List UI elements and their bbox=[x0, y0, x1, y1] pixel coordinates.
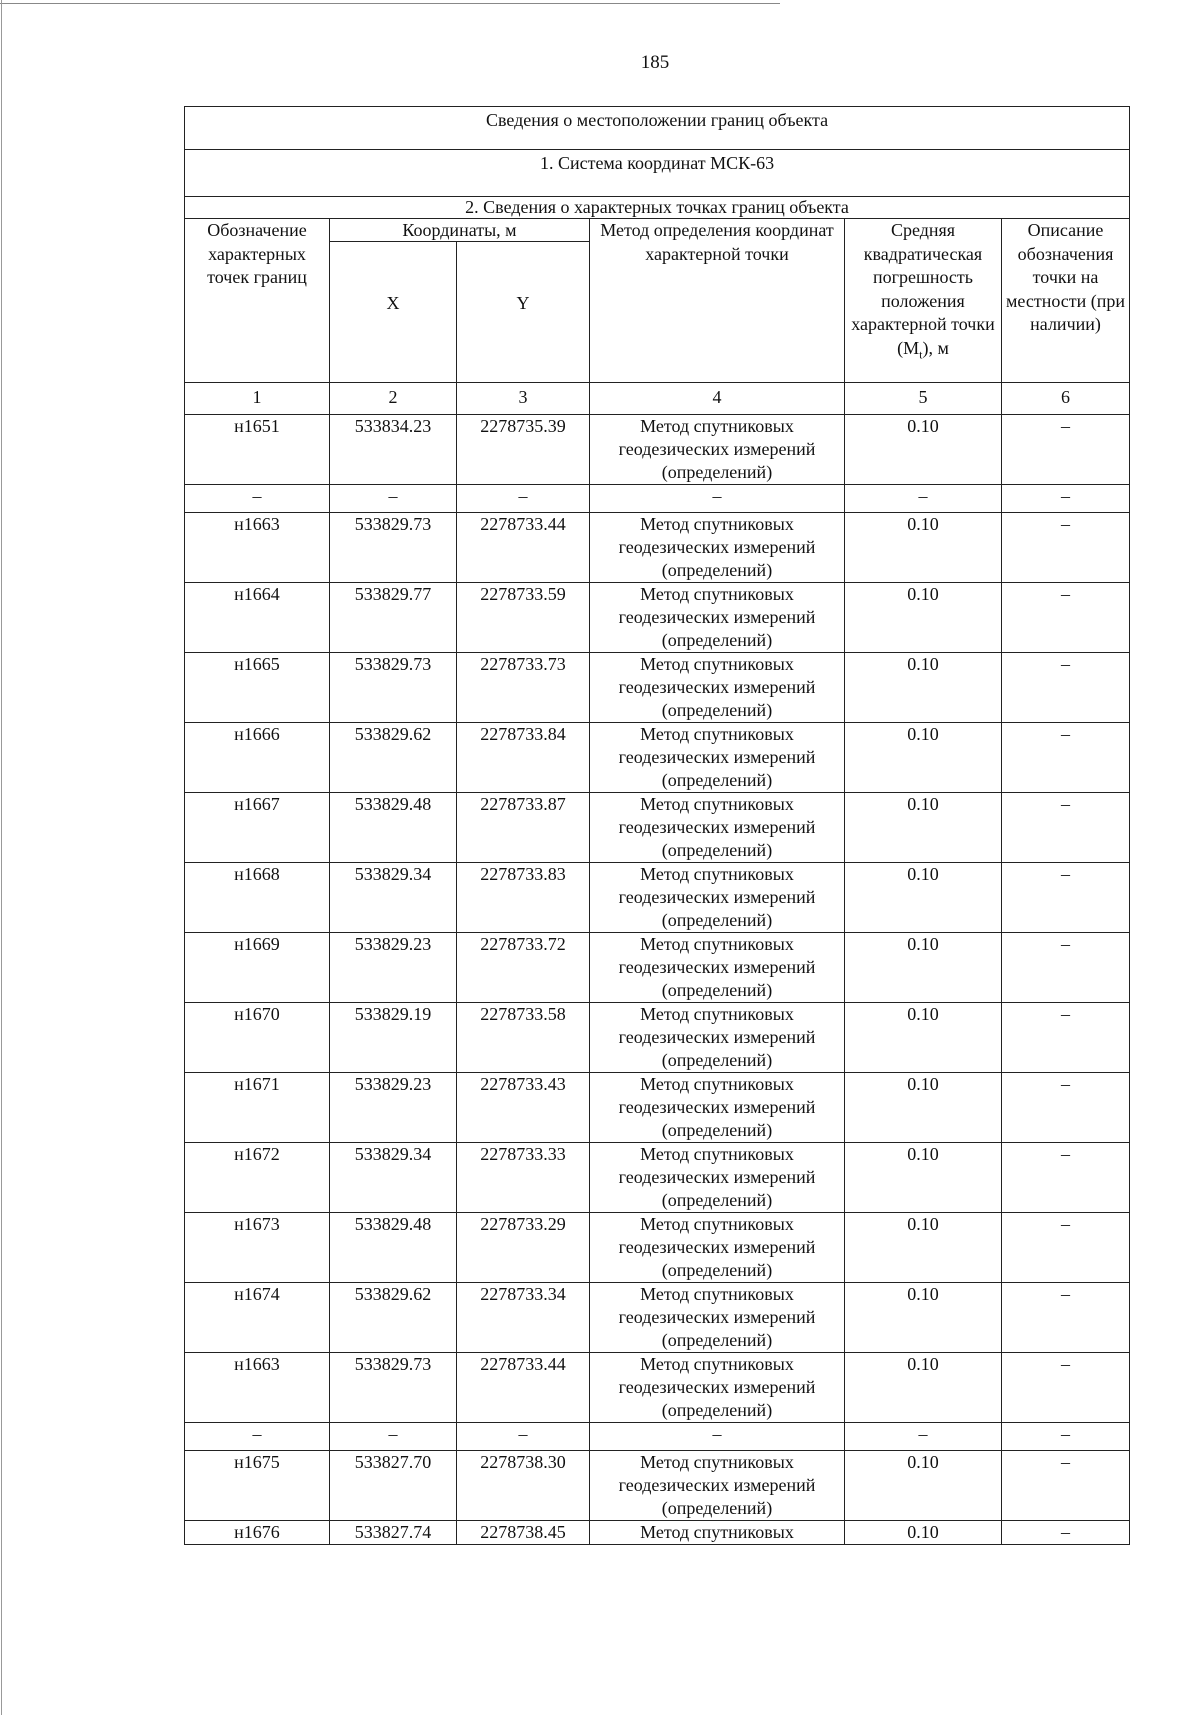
boundary-points-table bbox=[184, 106, 1130, 1545]
cell-accuracy: 0.10 bbox=[845, 1521, 1002, 1545]
header-accuracy-text: Средняя квадратическая погрешность положения характерной точки (M bbox=[851, 220, 995, 358]
cell-y: 2278733.43 bbox=[457, 1073, 590, 1143]
cell-point-name: н1676 bbox=[185, 1521, 330, 1545]
cell-x: 533829.73 bbox=[330, 513, 457, 583]
cell-y: 2278733.72 bbox=[457, 933, 590, 1003]
cell-x: 533829.48 bbox=[330, 793, 457, 863]
cell-point-name: н1666 bbox=[185, 723, 330, 793]
table-row bbox=[185, 1521, 1130, 1545]
col-number: 5 bbox=[845, 383, 1002, 415]
cell-point-name: н1675 bbox=[185, 1451, 330, 1521]
table-row bbox=[185, 723, 1130, 793]
cell-y: 2278733.87 bbox=[457, 793, 590, 863]
cell-method: Метод спутниковых геодезических измерений (определений) bbox=[590, 415, 845, 485]
cell-point-name: н1670 bbox=[185, 1003, 330, 1073]
section-title: 2. Сведения о характерных точках границ объекта bbox=[185, 197, 1130, 219]
cell-method: Метод спутниковых геодезических измерений (определений) bbox=[590, 513, 845, 583]
cell-y: 2278733.73 bbox=[457, 653, 590, 723]
cell-x: 533829.34 bbox=[330, 1143, 457, 1213]
cell-description: – bbox=[1002, 1353, 1130, 1423]
cell-point-name: н1651 bbox=[185, 415, 330, 485]
cell-accuracy: 0.10 bbox=[845, 653, 1002, 723]
cell-point-name: н1663 bbox=[185, 513, 330, 583]
header-accuracy-unit: ), м bbox=[922, 337, 949, 358]
cell-x: 533834.23 bbox=[330, 415, 457, 485]
table-row bbox=[185, 485, 1130, 513]
cell-description: – bbox=[1002, 793, 1130, 863]
cell-y: – bbox=[457, 1423, 590, 1451]
cell-description: – bbox=[1002, 583, 1130, 653]
cell-method: Метод спутниковых bbox=[590, 1521, 845, 1545]
table-title: Сведения о местоположении границ объекта bbox=[185, 107, 1130, 150]
cell-description: – bbox=[1002, 1003, 1130, 1073]
coordinate-system: 1. Система координат МСК-63 bbox=[185, 150, 1130, 197]
table-row bbox=[185, 1003, 1130, 1073]
cell-x: 533829.19 bbox=[330, 1003, 457, 1073]
cell-y: 2278733.58 bbox=[457, 1003, 590, 1073]
table-row bbox=[185, 1073, 1130, 1143]
cell-description: – bbox=[1002, 1423, 1130, 1451]
cell-method: – bbox=[590, 485, 845, 513]
table-row bbox=[185, 415, 1130, 485]
cell-description: – bbox=[1002, 1143, 1130, 1213]
cell-y: 2278733.83 bbox=[457, 863, 590, 933]
cell-x: 533829.48 bbox=[330, 1213, 457, 1283]
cell-description: – bbox=[1002, 933, 1130, 1003]
cell-accuracy: 0.10 bbox=[845, 1143, 1002, 1213]
cell-method: Метод спутниковых геодезических измерений (определений) bbox=[590, 1451, 845, 1521]
cell-point-name: – bbox=[185, 485, 330, 513]
table-row bbox=[185, 1283, 1130, 1353]
cell-y: 2278733.59 bbox=[457, 583, 590, 653]
cell-point-name: н1673 bbox=[185, 1213, 330, 1283]
header-y: Y bbox=[457, 242, 590, 383]
cell-description: – bbox=[1002, 1451, 1130, 1521]
cell-method: Метод спутниковых геодезических измерений (определений) bbox=[590, 1213, 845, 1283]
header-description: Описание обозначения точки на местности (при наличии) bbox=[1002, 219, 1130, 383]
scan-edge-top bbox=[0, 3, 780, 4]
cell-x: – bbox=[330, 1423, 457, 1451]
cell-method: Метод спутниковых геодезических измерений (определений) bbox=[590, 793, 845, 863]
cell-y: 2278733.34 bbox=[457, 1283, 590, 1353]
cell-method: Метод спутниковых геодезических измерений (определений) bbox=[590, 1003, 845, 1073]
col-number: 6 bbox=[1002, 383, 1130, 415]
cell-method: Метод спутниковых геодезических измерений (определений) bbox=[590, 1143, 845, 1213]
cell-x: 533829.73 bbox=[330, 1353, 457, 1423]
cell-accuracy: 0.10 bbox=[845, 513, 1002, 583]
cell-y: 2278738.30 bbox=[457, 1451, 590, 1521]
cell-accuracy: 0.10 bbox=[845, 1353, 1002, 1423]
scan-edge-left bbox=[1, 0, 2, 1715]
cell-description: – bbox=[1002, 863, 1130, 933]
cell-accuracy: 0.10 bbox=[845, 583, 1002, 653]
cell-x: – bbox=[330, 485, 457, 513]
header-x: X bbox=[330, 242, 457, 383]
cell-description: – bbox=[1002, 415, 1130, 485]
cell-accuracy: 0.10 bbox=[845, 933, 1002, 1003]
cell-x: 533829.62 bbox=[330, 723, 457, 793]
cell-method: Метод спутниковых геодезических измерений (определений) bbox=[590, 933, 845, 1003]
header-accuracy-subscript: t bbox=[919, 347, 923, 362]
cell-point-name: н1671 bbox=[185, 1073, 330, 1143]
cell-accuracy: – bbox=[845, 1423, 1002, 1451]
cell-x: 533829.62 bbox=[330, 1283, 457, 1353]
header-coords: Координаты, м bbox=[330, 219, 590, 242]
cell-method: – bbox=[590, 1423, 845, 1451]
col-number: 2 bbox=[330, 383, 457, 415]
table-row bbox=[185, 1213, 1130, 1283]
cell-point-name: н1668 bbox=[185, 863, 330, 933]
table-row bbox=[185, 933, 1130, 1003]
table-row bbox=[185, 1353, 1130, 1423]
header-accuracy bbox=[845, 219, 1002, 383]
cell-point-name: н1674 bbox=[185, 1283, 330, 1353]
col-number: 1 bbox=[185, 383, 330, 415]
cell-method: Метод спутниковых геодезических измерений (определений) bbox=[590, 1073, 845, 1143]
cell-method: Метод спутниковых геодезических измерений (определений) bbox=[590, 1353, 845, 1423]
cell-y: 2278738.45 bbox=[457, 1521, 590, 1545]
cell-description: – bbox=[1002, 513, 1130, 583]
cell-x: 533829.77 bbox=[330, 583, 457, 653]
cell-x: 533829.23 bbox=[330, 933, 457, 1003]
cell-description: – bbox=[1002, 1283, 1130, 1353]
cell-description: – bbox=[1002, 1521, 1130, 1545]
cell-x: 533829.73 bbox=[330, 653, 457, 723]
cell-accuracy: 0.10 bbox=[845, 415, 1002, 485]
table-row bbox=[185, 793, 1130, 863]
table-row bbox=[185, 1143, 1130, 1213]
cell-x: 533829.34 bbox=[330, 863, 457, 933]
table-row bbox=[185, 653, 1130, 723]
cell-method: Метод спутниковых геодезических измерений (определений) bbox=[590, 863, 845, 933]
table-row bbox=[185, 863, 1130, 933]
cell-point-name: н1669 bbox=[185, 933, 330, 1003]
table-row bbox=[185, 1451, 1130, 1521]
cell-accuracy: 0.10 bbox=[845, 793, 1002, 863]
cell-accuracy: 0.10 bbox=[845, 1451, 1002, 1521]
cell-accuracy: 0.10 bbox=[845, 863, 1002, 933]
header-point: Обозначение характерных точек границ bbox=[185, 219, 330, 383]
cell-accuracy: – bbox=[845, 485, 1002, 513]
page-number: 185 bbox=[640, 52, 670, 73]
cell-x: 533827.70 bbox=[330, 1451, 457, 1521]
cell-description: – bbox=[1002, 1213, 1130, 1283]
cell-method: Метод спутниковых геодезических измерений (определений) bbox=[590, 723, 845, 793]
cell-method: Метод спутниковых геодезических измерений (определений) bbox=[590, 583, 845, 653]
header-method: Метод определения координат характерной точки bbox=[590, 219, 845, 383]
cell-y: 2278735.39 bbox=[457, 415, 590, 485]
col-number: 3 bbox=[457, 383, 590, 415]
table-row bbox=[185, 513, 1130, 583]
table-row bbox=[185, 1423, 1130, 1451]
cell-accuracy: 0.10 bbox=[845, 1283, 1002, 1353]
cell-description: – bbox=[1002, 1073, 1130, 1143]
cell-accuracy: 0.10 bbox=[845, 723, 1002, 793]
cell-point-name: н1664 bbox=[185, 583, 330, 653]
cell-y: 2278733.44 bbox=[457, 1353, 590, 1423]
cell-y: 2278733.29 bbox=[457, 1213, 590, 1283]
cell-accuracy: 0.10 bbox=[845, 1003, 1002, 1073]
cell-y: 2278733.33 bbox=[457, 1143, 590, 1213]
cell-point-name: – bbox=[185, 1423, 330, 1451]
cell-accuracy: 0.10 bbox=[845, 1213, 1002, 1283]
cell-description: – bbox=[1002, 723, 1130, 793]
table-row bbox=[185, 583, 1130, 653]
cell-y: 2278733.44 bbox=[457, 513, 590, 583]
cell-description: – bbox=[1002, 653, 1130, 723]
cell-method: Метод спутниковых геодезических измерений (определений) bbox=[590, 653, 845, 723]
cell-accuracy: 0.10 bbox=[845, 1073, 1002, 1143]
cell-x: 533827.74 bbox=[330, 1521, 457, 1545]
cell-point-name: н1667 bbox=[185, 793, 330, 863]
cell-description: – bbox=[1002, 485, 1130, 513]
cell-y: 2278733.84 bbox=[457, 723, 590, 793]
cell-x: 533829.23 bbox=[330, 1073, 457, 1143]
cell-method: Метод спутниковых геодезических измерений (определений) bbox=[590, 1283, 845, 1353]
cell-y: – bbox=[457, 485, 590, 513]
cell-point-name: н1672 bbox=[185, 1143, 330, 1213]
cell-point-name: н1663 bbox=[185, 1353, 330, 1423]
cell-point-name: н1665 bbox=[185, 653, 330, 723]
col-number: 4 bbox=[590, 383, 845, 415]
